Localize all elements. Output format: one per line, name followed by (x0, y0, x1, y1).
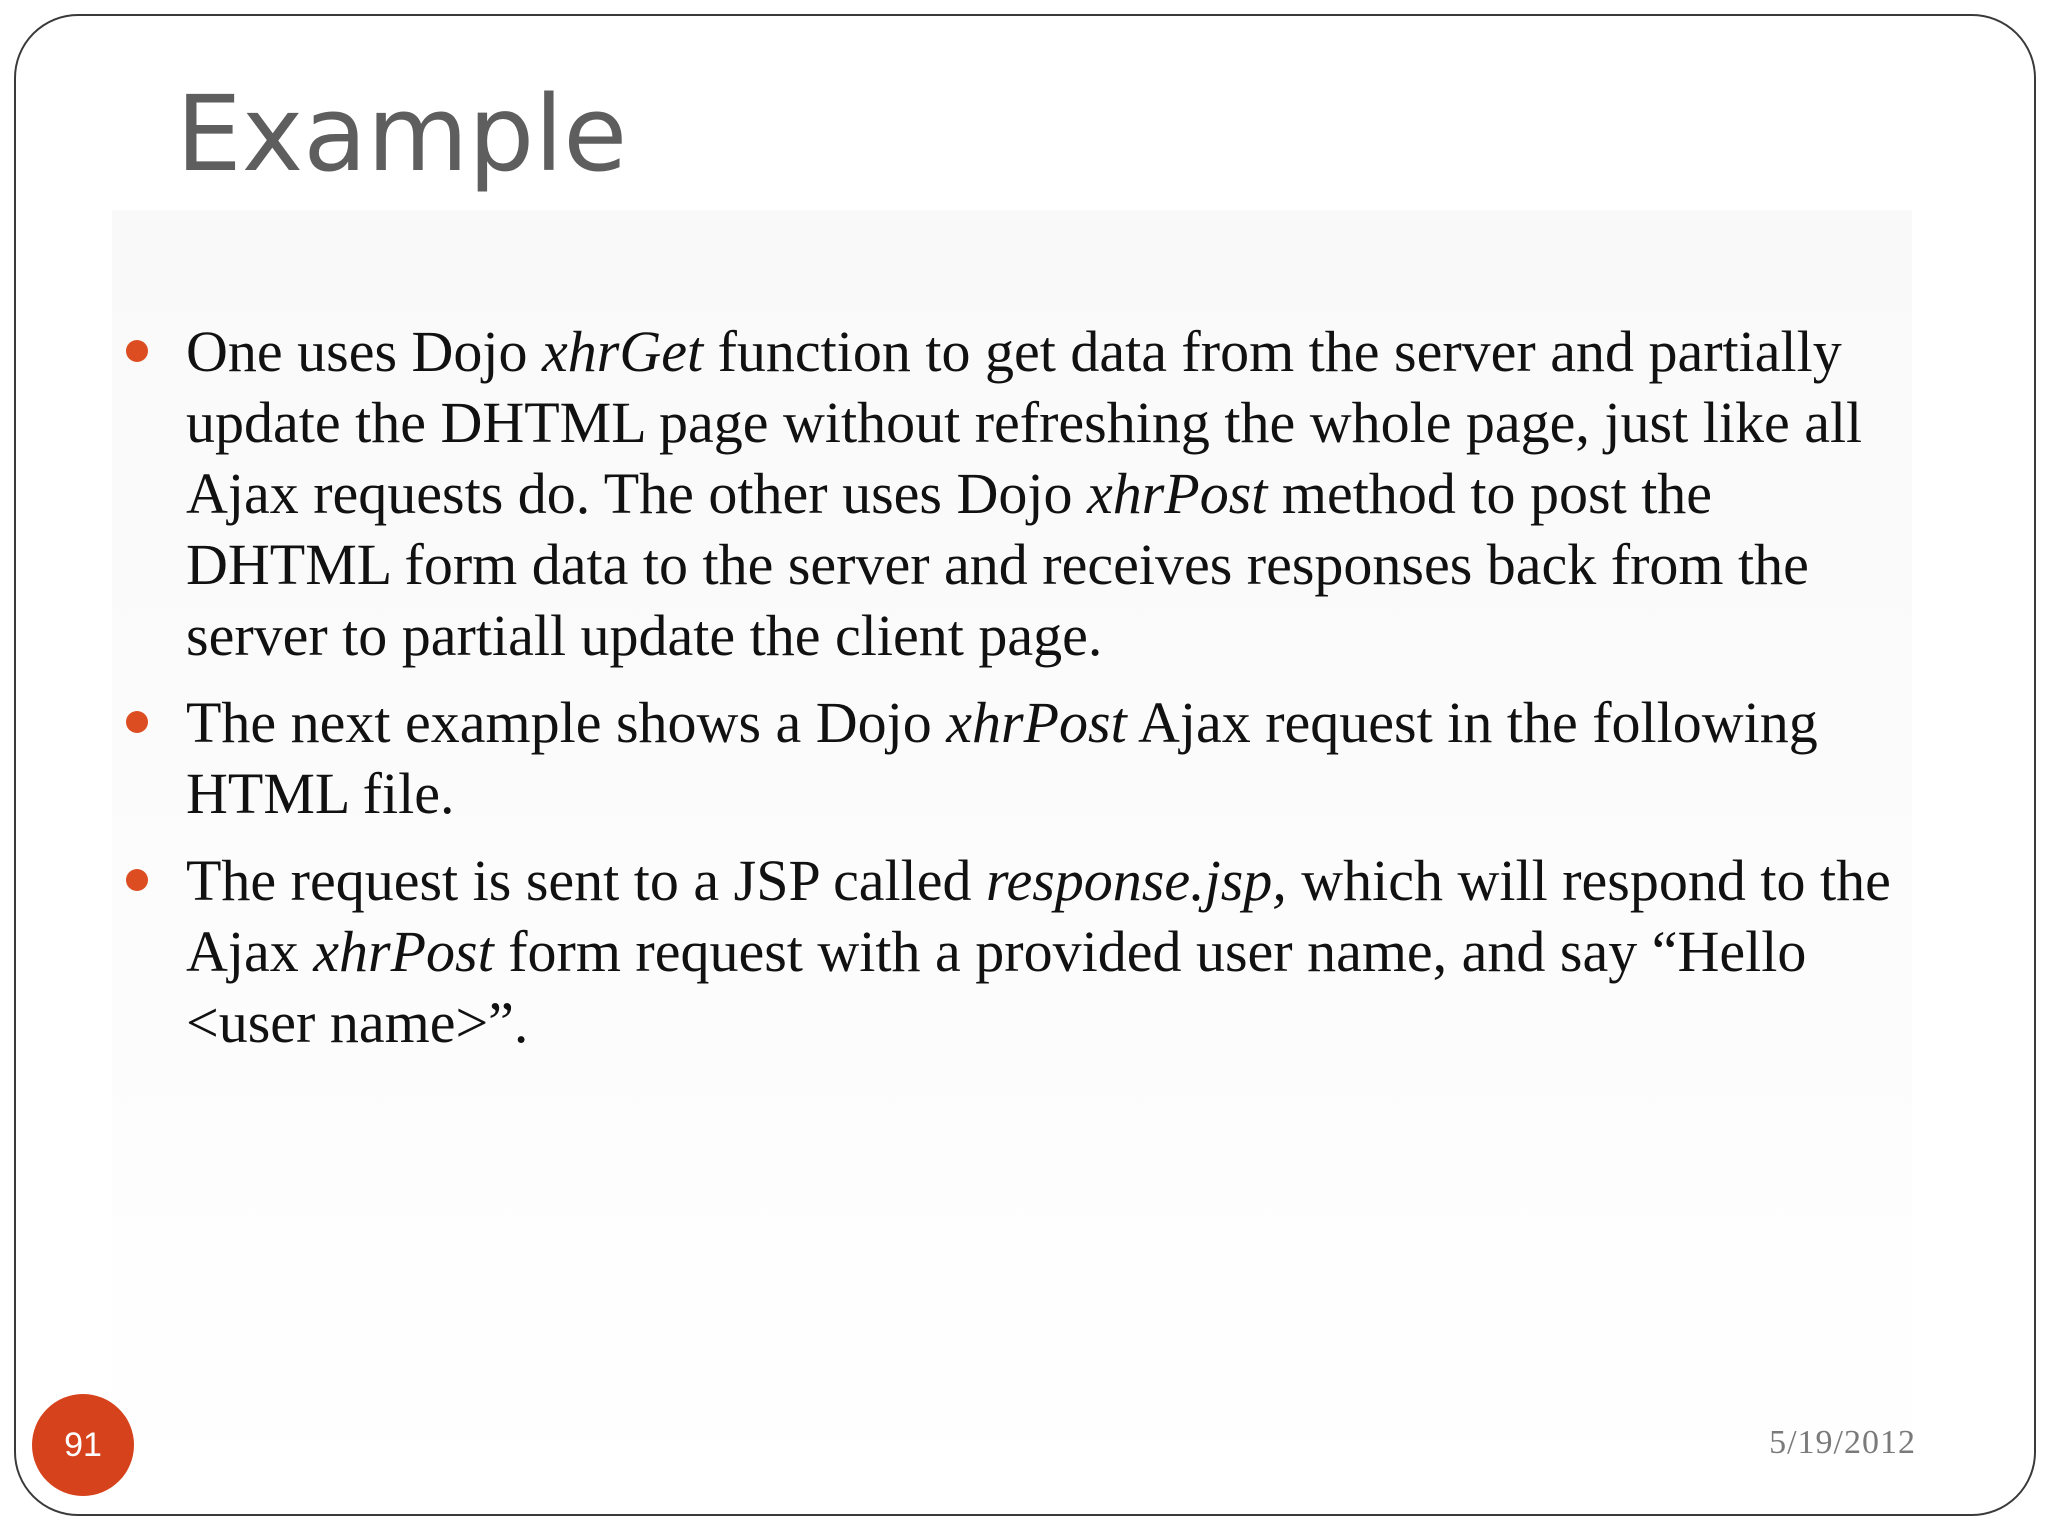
page-number-badge: 91 (32, 1394, 134, 1496)
bullet-item (186, 845, 1906, 1058)
bullet-text-italic: xhrGet (542, 319, 704, 384)
bullet-text-segment: The request is sent to a JSP called (186, 848, 987, 913)
bullet-text-segment: Ajax request in the following HTML file. (186, 690, 1818, 826)
bullet-dot-icon (126, 340, 148, 362)
bullet-text-italic: xhrPost (1086, 461, 1268, 526)
bullet-text-segment: The next example shows a Dojo (186, 690, 947, 755)
bullet-text-italic: response.jsp, (986, 848, 1287, 913)
bullet-list (186, 316, 1906, 1074)
bullet-text-segment: function to get data from the server and partially update the DHTML page without refreshing the whole page, just like all Ajax requests do. The other uses Dojo (186, 319, 1863, 526)
bullet-text-italic: xhrPost (313, 919, 494, 984)
bullet-dot-icon (126, 711, 148, 733)
bullet-item (186, 316, 1906, 671)
bullet-dot-icon (126, 869, 148, 891)
bullet-text-italic: xhrPost (946, 690, 1127, 755)
bullet-text-segment: form request with a provided user name, and say “Hello <user name>”. (186, 919, 1807, 1055)
slide-title: Example (176, 73, 628, 195)
bullet-text-segment: One uses Dojo (186, 319, 543, 384)
bullet-item (186, 687, 1906, 829)
slide-date: 5/19/2012 (1769, 1424, 1916, 1461)
bullet-text-segment: method to post the DHTML form data to the server and receives responses back from the server to partiall update the client page. (186, 461, 1809, 668)
bullet-text-segment: which will respond to the Ajax (186, 848, 1891, 984)
